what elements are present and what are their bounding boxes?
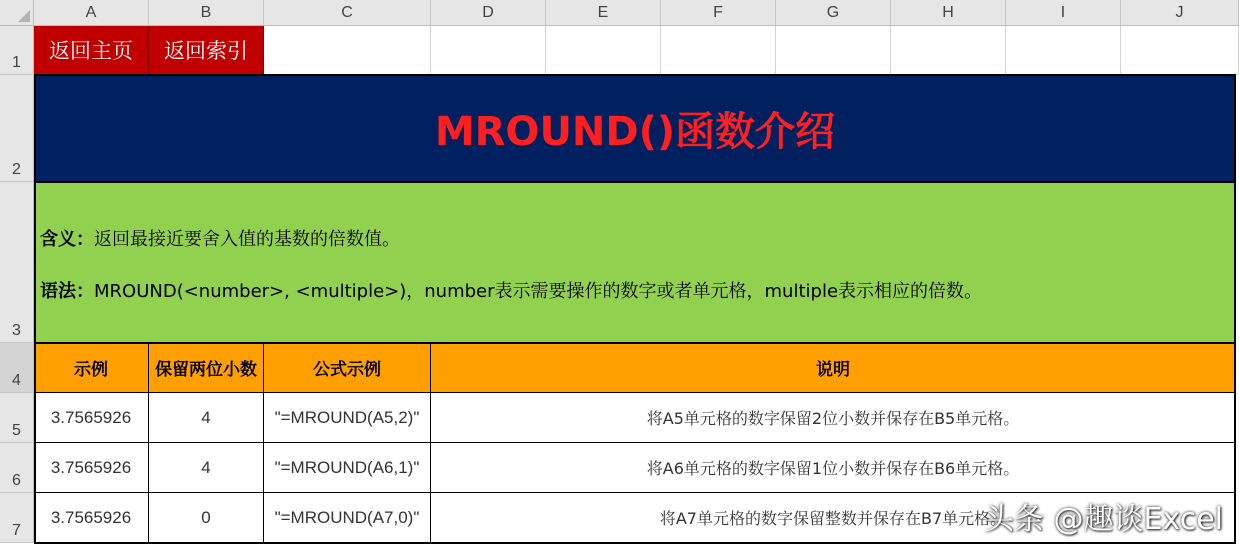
- cell-c6[interactable]: "=MROUND(A6,1)": [264, 443, 431, 493]
- meaning-line: [40, 225, 400, 251]
- header-example[interactable]: 示例: [34, 343, 149, 393]
- cell-i1[interactable]: [1006, 26, 1121, 75]
- row-header-4[interactable]: 4: [0, 343, 34, 393]
- cell-b5[interactable]: 4: [149, 393, 264, 443]
- cell-j1[interactable]: [1121, 26, 1239, 75]
- page-title: MROUND()函数介绍: [434, 109, 836, 155]
- row-header-5[interactable]: 5: [0, 393, 34, 443]
- select-all-triangle-icon: [18, 10, 30, 22]
- column-header-j[interactable]: J: [1121, 0, 1239, 26]
- row-header-6[interactable]: 6: [0, 443, 34, 493]
- return-index-button[interactable]: 返回索引: [149, 26, 264, 75]
- select-all-corner[interactable]: [0, 0, 34, 26]
- cell-c1[interactable]: [264, 26, 431, 75]
- column-header-d[interactable]: D: [431, 0, 546, 26]
- row-header-2[interactable]: 2: [0, 75, 34, 182]
- cell-g1[interactable]: [776, 26, 891, 75]
- cell-b6[interactable]: 4: [149, 443, 264, 493]
- column-header-c[interactable]: C: [264, 0, 431, 26]
- cell-h1[interactable]: [891, 26, 1006, 75]
- cell-b7[interactable]: 0: [149, 493, 264, 543]
- cell-a7[interactable]: 3.7565926: [34, 493, 149, 543]
- column-header-h[interactable]: H: [891, 0, 1006, 26]
- cell-d6[interactable]: 将A6单元格的数字保留1位小数并保存在B6单元格。: [431, 443, 1236, 493]
- title-cell[interactable]: [34, 74, 1236, 183]
- row-header-7[interactable]: 7: [0, 493, 34, 543]
- row-header-1[interactable]: 1: [0, 26, 34, 75]
- cell-d5[interactable]: 将A5单元格的数字保留2位小数并保存在B5单元格。: [431, 393, 1236, 443]
- cell-c7[interactable]: "=MROUND(A7,0)": [264, 493, 431, 543]
- cell-f1[interactable]: [661, 26, 776, 75]
- meaning-text: 返回最接近要舍入值的基数的倍数值。: [94, 229, 400, 250]
- row-header-3[interactable]: 3: [0, 182, 34, 343]
- cell-c5[interactable]: "=MROUND(A5,2)": [264, 393, 431, 443]
- header-description[interactable]: 说明: [431, 343, 1236, 393]
- column-header-g[interactable]: G: [776, 0, 891, 26]
- column-header-f[interactable]: F: [661, 0, 776, 26]
- column-header-e[interactable]: E: [546, 0, 661, 26]
- description-cell[interactable]: [34, 183, 1236, 343]
- cell-d7[interactable]: 将A7单元格的数字保留整数并保存在B7单元格。: [431, 493, 1236, 543]
- column-header-b[interactable]: B: [149, 0, 264, 26]
- cell-a6[interactable]: 3.7565926: [34, 443, 149, 493]
- watermark: 头条 @趣谈Excel: [983, 502, 1223, 537]
- column-header-i[interactable]: I: [1006, 0, 1121, 26]
- syntax-line: [40, 277, 982, 303]
- cell-e1[interactable]: [546, 26, 661, 75]
- column-header-a[interactable]: A: [34, 0, 149, 26]
- meaning-label: 含义：: [40, 229, 94, 250]
- syntax-text: MROUND(<number>, <multiple>)，number表示需要操作的数字或者单元格，multiple表示相应的倍数。: [94, 281, 983, 302]
- header-formula-example[interactable]: 公式示例: [264, 343, 431, 393]
- cell-d1[interactable]: [431, 26, 546, 75]
- return-home-button[interactable]: 返回主页: [34, 26, 149, 75]
- header-two-decimals[interactable]: 保留两位小数: [149, 343, 264, 393]
- syntax-label: 语法：: [40, 281, 94, 302]
- cell-a5[interactable]: 3.7565926: [34, 393, 149, 443]
